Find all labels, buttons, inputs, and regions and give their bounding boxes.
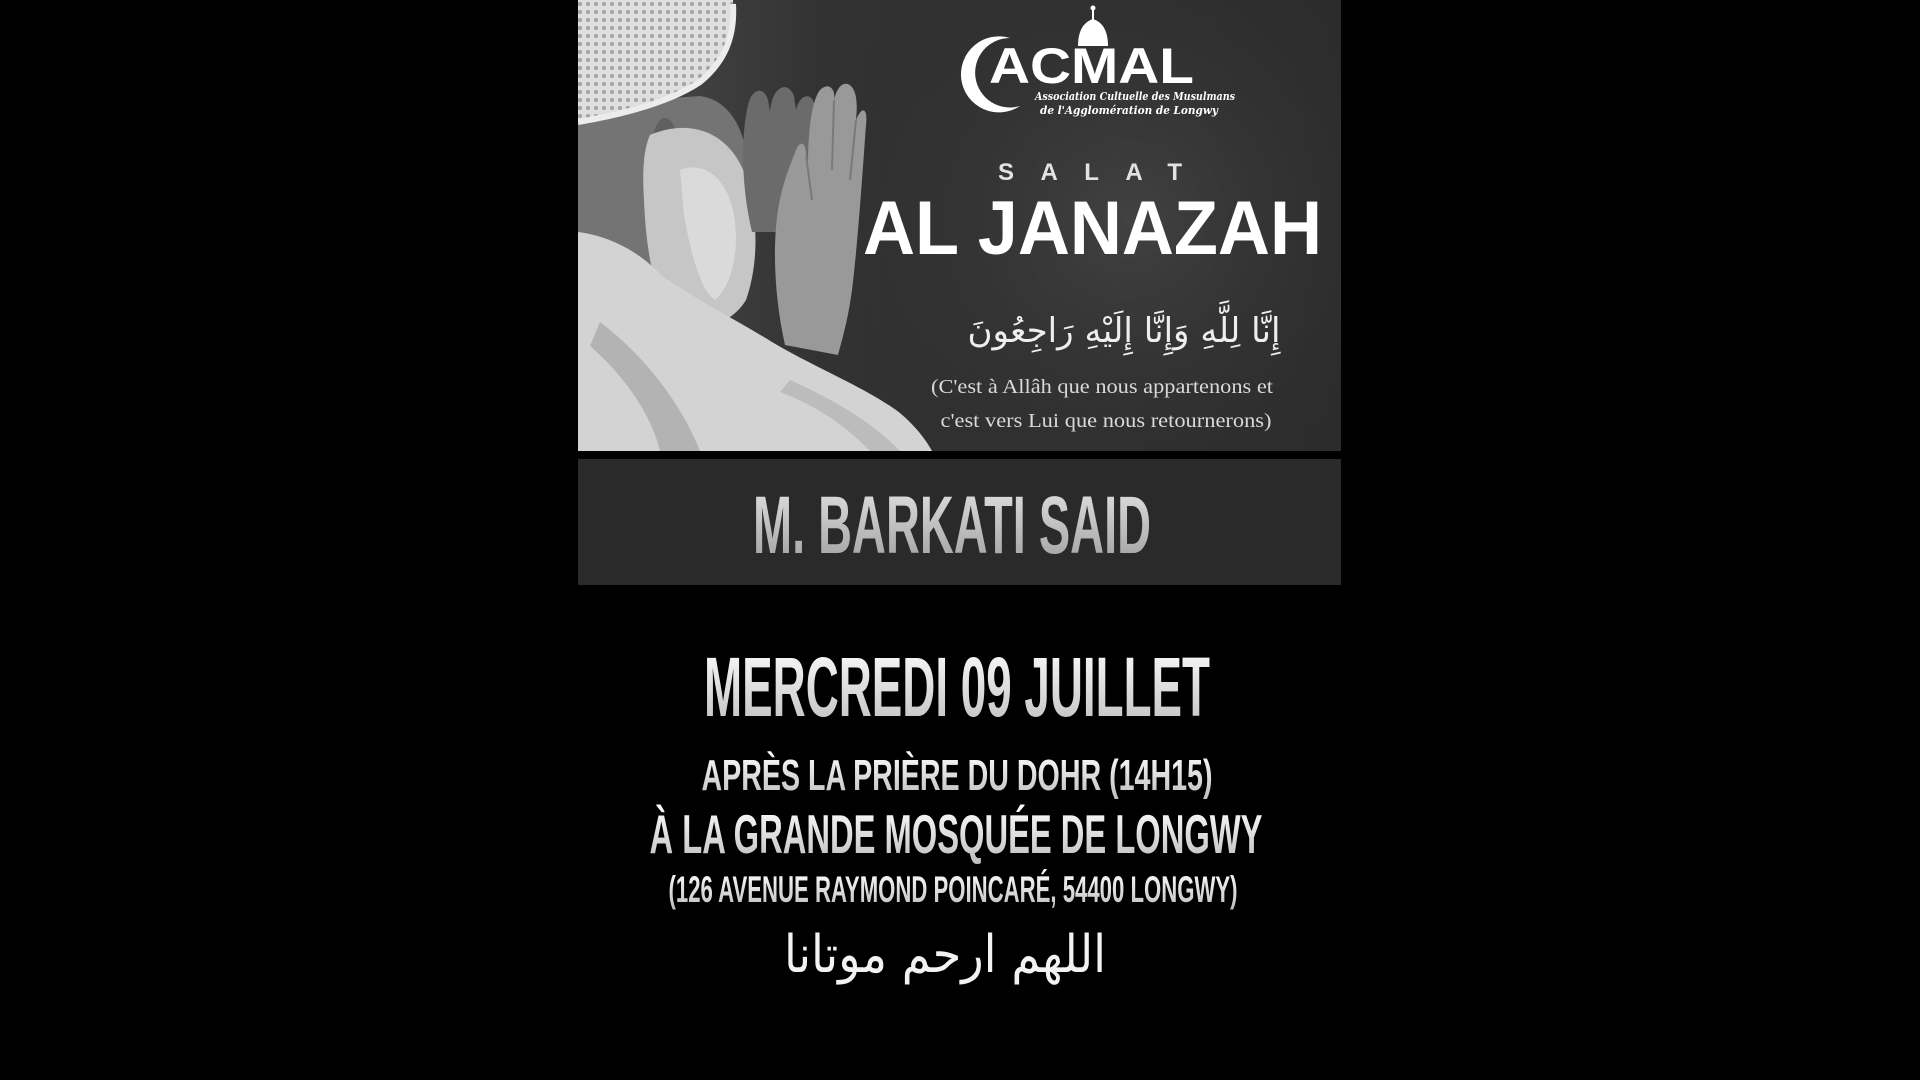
deceased-name: M. BARKATI SAID	[753, 480, 1151, 571]
ceremony-address: (126 AVENUE RAYMOND POINCARÉ, 54400 LONGWY)	[668, 869, 1238, 910]
logo-text: ACMAL	[989, 38, 1194, 94]
spire-top	[1091, 6, 1096, 11]
spire	[1092, 9, 1094, 20]
ceremony-time: APRÈS LA PRIÈRE DU DOHR (14H15)	[701, 751, 1488, 800]
funeral-poster	[578, 0, 1488, 985]
logo-subtitle-line-2: de l'Agglomération de Longwy	[1040, 104, 1220, 117]
verse-translation-line-2: c'est vers Lui que nous retournerons)	[940, 410, 1272, 432]
title-small: SALAT	[998, 159, 1182, 186]
ceremony-date: MERCREDI 09 JUILLET	[704, 640, 1210, 734]
verse-arabic: إِنَّا لِلَّهِ وَإِنَّا إِلَيْهِ رَاجِعُونَ	[967, 311, 1280, 351]
logo-subtitle-line-1: Association Cultuelle des Musulmans	[1034, 90, 1235, 103]
title-large: AL JANAZAH	[863, 186, 1322, 271]
ceremony-location: À LA GRANDE MOSQUÉE DE LONGWY	[649, 803, 1263, 865]
verse-translation-line-1: (C'est à Allâh que nous appartenons et	[931, 376, 1274, 398]
closing-prayer-arabic: اللهم ارحم موتانا	[784, 925, 1106, 985]
